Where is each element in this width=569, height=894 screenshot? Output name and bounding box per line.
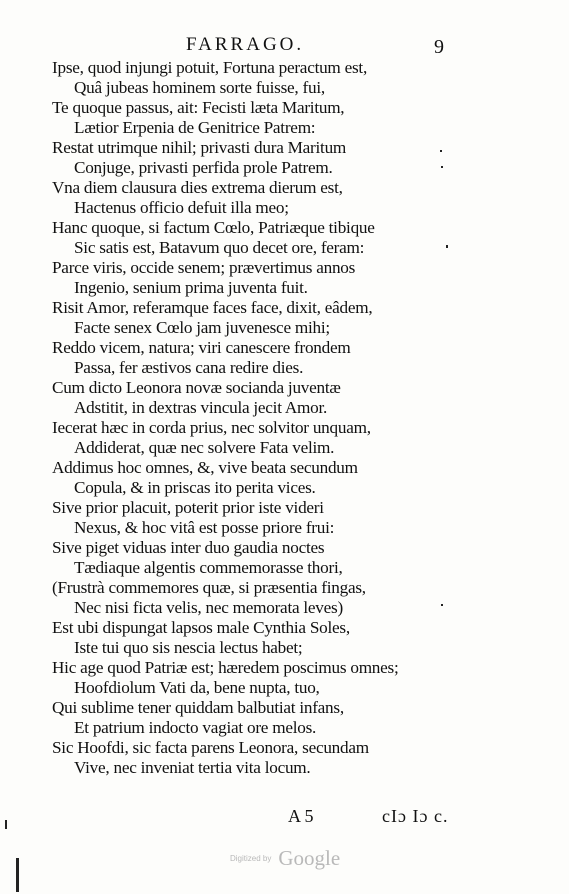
verse-line: Ipse, quod injungi potuit, Fortuna peractum est, <box>52 58 367 77</box>
verse-line: Quâ jubeas hominem sorte fuisse, fui, <box>74 78 325 97</box>
verse-line: Nexus, & hoc vitâ est posse priore frui: <box>74 518 335 537</box>
verse-line: Passa, fer æstivos cana redire dies. <box>74 358 304 377</box>
verse-line: Sic Hoofdi, sic facta parens Leonora, secundam <box>52 738 369 757</box>
verse-line: Te quoque passus, ait: Fecisti læta Maritum, <box>52 98 345 117</box>
verse-line: Hactenus officio defuit illa meo; <box>74 198 289 217</box>
watermark-prefix: Digitized by <box>230 854 272 863</box>
verse-line: Vive, nec inveniat tertia vita locum. <box>74 758 311 777</box>
verse-line: Parce viris, occide senem; prævertimus annos <box>52 258 356 277</box>
right-margin-dot <box>440 150 442 152</box>
verse-line: Est ubi dispungat lapsos male Cynthia Soles, <box>52 618 350 637</box>
verse-line: Iste tui quo sis nescia lectus habet; <box>74 638 303 657</box>
right-margin-dot <box>446 245 448 248</box>
right-margin-dot <box>441 604 443 606</box>
verse-line: Risit Amor, referamque faces face, dixit, eâdem, <box>52 298 373 317</box>
verse-line: Lætior Erpenia de Genitrice Patrem: <box>74 118 316 137</box>
verse-line: Sic satis est, Batavum quo decet ore, feram: <box>74 238 365 257</box>
verse-line: Addiderat, quæ nec solvere Fata velim. <box>74 438 335 457</box>
watermark-brand: Google <box>278 846 341 870</box>
right-margin-dot <box>441 166 443 168</box>
verse-line: Ingenio, senium prima juventa fuit. <box>74 278 308 297</box>
left-edge-mark <box>5 820 7 829</box>
verse-line: Addimus hoc omnes, &, vive beata secundum <box>52 458 358 477</box>
verse-line: Hanc quoque, si factum Cœlo, Patriæque tibique <box>52 218 375 237</box>
verse-line: Restat utrimque nihil; privasti dura Maritum <box>52 138 347 157</box>
verse-line: Cum dicto Leonora novæ socianda juventæ <box>52 378 341 397</box>
verse-line: Sive prior placuit, poterit prior iste videri <box>52 498 324 517</box>
page-footer <box>0 806 569 830</box>
verse-line: Facte senex Cœlo jam juvenesce mihi; <box>74 318 330 337</box>
page-number: 9 <box>434 36 444 58</box>
verse-line: Vna diem clausura dies extrema dierum est, <box>52 178 343 197</box>
verse-line: Et patrium indocto vagiat ore melos. <box>74 718 317 737</box>
verse-line: Nec nisi ficta velis, nec memorata leves) <box>74 598 343 617</box>
catchword: cIɔ Iɔ c. <box>382 806 449 826</box>
verse-line: Sive piget viduas inter duo gaudia noctes <box>52 538 325 557</box>
verse-line: (Frustrà commemores quæ, si præsentia fingas, <box>52 578 366 597</box>
running-title: FARRAGO. <box>186 34 305 55</box>
digitizer-watermark <box>230 846 340 871</box>
verse-line: Tædiaque algentis commemorasse thori, <box>74 558 343 577</box>
verse-line: Reddo vicem, natura; viri canescere frondem <box>52 338 351 357</box>
verse-line: Iecerat hæc in corda prius, nec solvitor unquam, <box>52 418 371 437</box>
signature-mark: A 5 <box>288 806 314 826</box>
running-head <box>0 34 569 56</box>
verse-line: Conjuge, privasti perfida prole Patrem. <box>74 158 333 177</box>
verse-line: Adstitit, in dextras vincula jecit Amor. <box>74 398 328 417</box>
verse-line: Hic age quod Patriæ est; hæredem poscimus omnes; <box>52 658 399 677</box>
verse-line: Hoofdiolum Vati da, bene nupta, tuo, <box>74 678 320 697</box>
verse-line: Copula, & in priscas ito perita vices. <box>74 478 316 497</box>
verse-line: Qui sublime tener quiddam balbutiat infans, <box>52 698 344 717</box>
left-edge-stroke <box>16 858 19 892</box>
